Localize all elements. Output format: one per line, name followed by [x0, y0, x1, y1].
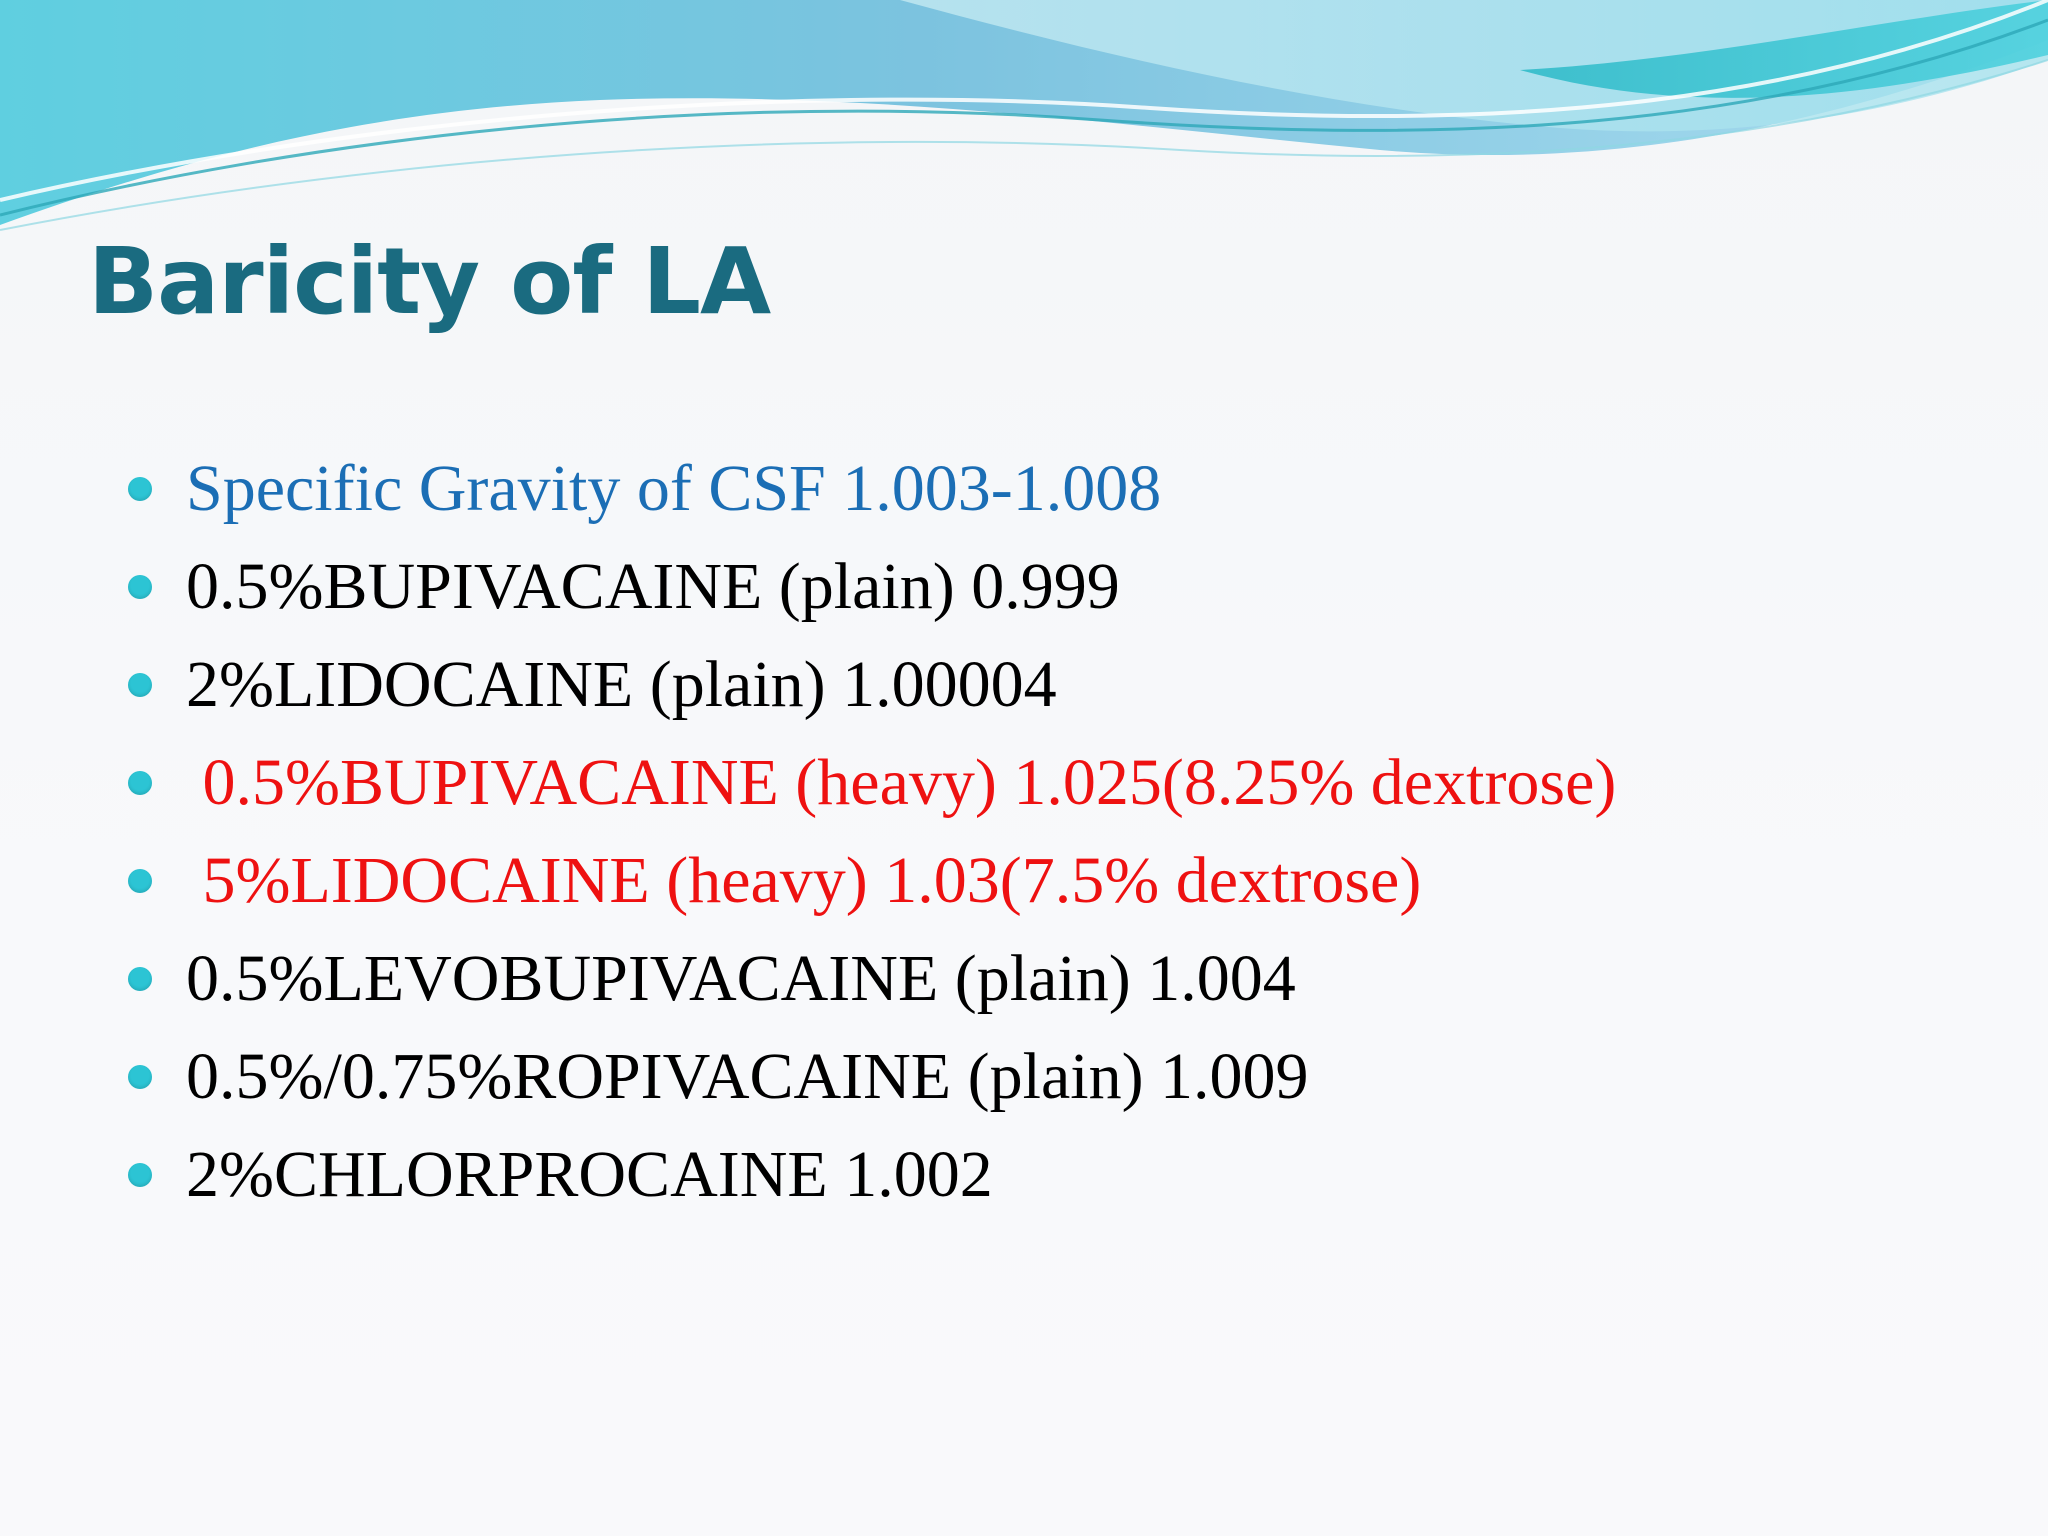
bullet-item-bupivacaine-plain	[128, 538, 1616, 636]
bullet-text: 2%CHLORPROCAINE 1.002	[186, 1138, 993, 1211]
bullet-dot-icon	[128, 869, 152, 893]
bullet-item-lidocaine-heavy	[128, 832, 1616, 930]
bullet-text: 2%LIDOCAINE (plain) 1.00004	[186, 648, 1057, 721]
bullet-item-bupivacaine-heavy	[128, 734, 1616, 832]
bullet-text: 0.5%BUPIVACAINE (heavy) 1.025(8.25% dextrose)	[186, 746, 1617, 819]
bullet-item-chlorprocaine	[128, 1126, 1616, 1224]
bullet-item-levobupivacaine-plain	[128, 930, 1616, 1028]
bullet-item-ropivacaine-plain	[128, 1028, 1616, 1126]
slide-title: Baricity of LA	[88, 228, 771, 335]
bullet-item-lidocaine-plain	[128, 636, 1616, 734]
bullet-dot-icon	[128, 1163, 152, 1187]
bullet-text: 0.5%BUPIVACAINE (plain) 0.999	[186, 550, 1120, 623]
bullet-dot-icon	[128, 771, 152, 795]
bullet-list	[128, 440, 1616, 1224]
bullet-dot-icon	[128, 967, 152, 991]
bullet-dot-icon	[128, 477, 152, 501]
bullet-dot-icon	[128, 1065, 152, 1089]
bullet-text: 0.5%/0.75%ROPIVACAINE (plain) 1.009	[186, 1040, 1309, 1113]
bullet-text: Specific Gravity of CSF 1.003-1.008	[186, 452, 1162, 525]
bullet-dot-icon	[128, 673, 152, 697]
bullet-dot-icon	[128, 575, 152, 599]
bullet-item-csf	[128, 440, 1616, 538]
bullet-text: 5%LIDOCAINE (heavy) 1.03(7.5% dextrose)	[186, 844, 1422, 917]
header-wave-decoration	[0, 0, 2048, 260]
bullet-text: 0.5%LEVOBUPIVACAINE (plain) 1.004	[186, 942, 1296, 1015]
